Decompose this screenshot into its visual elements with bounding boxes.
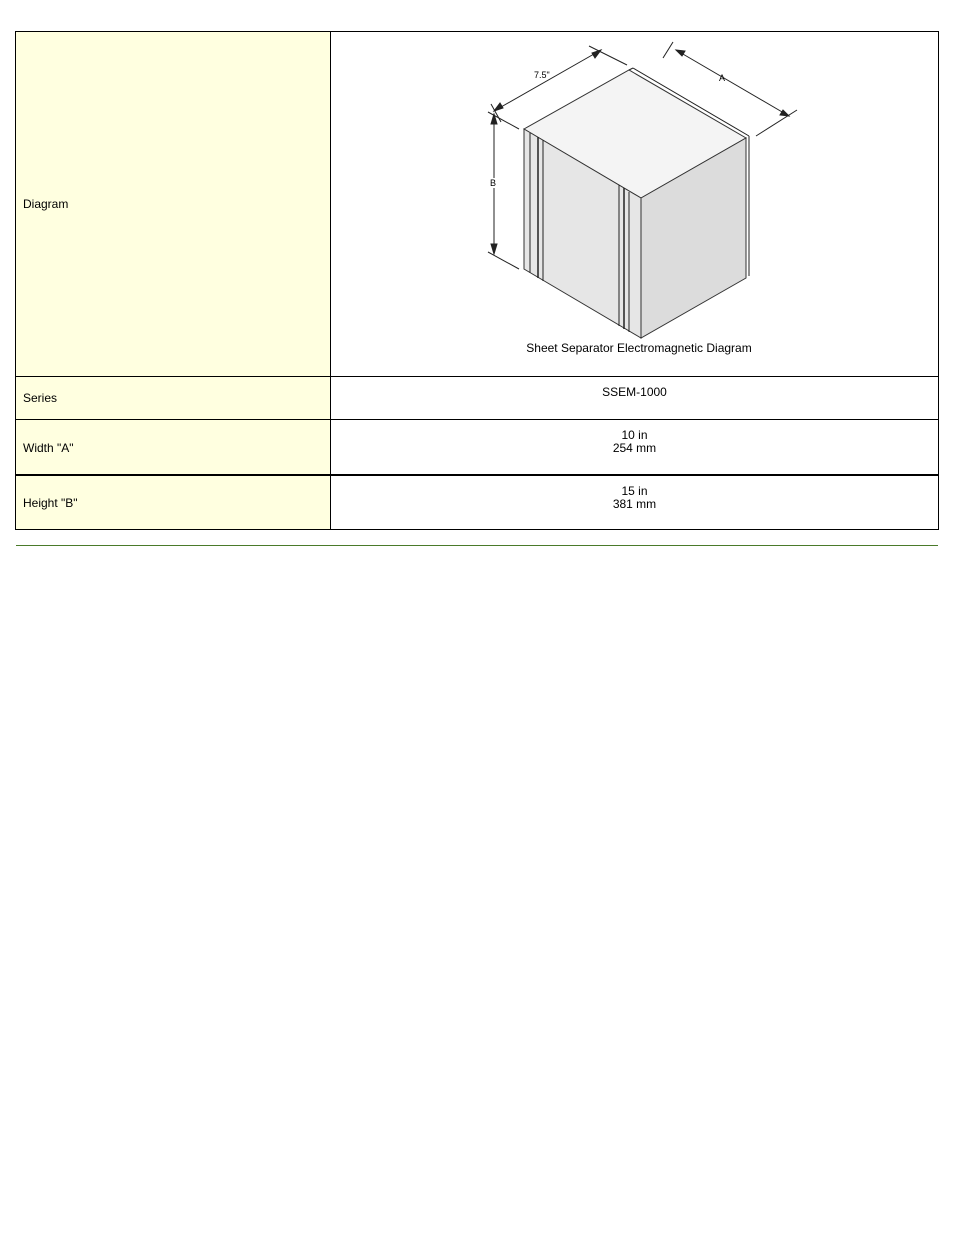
row-label-width: Width "A" bbox=[16, 420, 331, 475]
height-value bbox=[331, 475, 939, 530]
dimension-label-b: B bbox=[490, 178, 497, 188]
spec-table bbox=[15, 31, 939, 530]
row-diagram bbox=[16, 32, 939, 377]
row-label-series: Series bbox=[16, 377, 331, 420]
row-label-height: Height "B" bbox=[16, 475, 331, 530]
width-value-mm: 254 mm bbox=[612, 441, 657, 455]
width-value bbox=[331, 420, 939, 475]
series-value: SSEM-1000 bbox=[331, 377, 939, 420]
dimension-label-a: A bbox=[719, 73, 726, 83]
separator-diagram-illustration bbox=[331, 32, 947, 376]
height-value-mm: 381 mm bbox=[612, 496, 657, 511]
dimension-label-top: 7.5" bbox=[534, 70, 550, 80]
width-value-in: 10 in bbox=[621, 428, 648, 442]
row-width bbox=[16, 420, 939, 475]
diagram-cell bbox=[331, 32, 939, 377]
diagram-figure bbox=[331, 32, 947, 376]
row-height bbox=[16, 475, 939, 530]
row-series bbox=[16, 377, 939, 420]
horizontal-rule bbox=[16, 545, 938, 546]
diagram-caption: Sheet Separator Electromagnetic Diagram bbox=[526, 341, 752, 355]
height-value-in: 15 in bbox=[621, 483, 648, 498]
row-label-diagram: Diagram bbox=[16, 32, 331, 377]
